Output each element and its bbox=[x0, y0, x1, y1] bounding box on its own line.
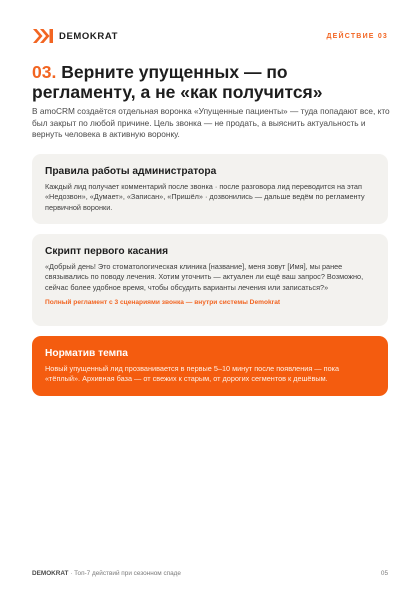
footer-caption bbox=[32, 570, 181, 577]
brand-name: DEMOKRAT bbox=[59, 30, 118, 42]
intro-paragraph: В amoCRM создаётся отдельная воронка «Упущенные пациенты» — туда попадают все, кто был закрыт по любой причине. Цель звонка — не продать, а выяснить актуальность и вернуть человека в активную воронку. bbox=[32, 106, 390, 139]
card-text: Каждый лид получает комментарий после звонка · после разговора лид переводится на этап «Недозвон», «Думает», «Записан», «Пришёл» · дозвонились — дальше ведём по регламенту первичной воронки. bbox=[45, 182, 365, 212]
logo bbox=[32, 28, 118, 44]
card-tempo-standard bbox=[32, 336, 388, 396]
title-text: Верните упущенных — по регламенту, а не «как получится» bbox=[32, 62, 323, 102]
card-text: Новый упущенный лид прозванивается в первые 5–10 минут после появления — пока «тёплый». Архивная база — от свежих к старым, от дорогих сегментов к дешёвым. bbox=[45, 364, 340, 384]
page-footer bbox=[32, 570, 388, 577]
page-title bbox=[32, 62, 390, 102]
page-number: 05 bbox=[380, 570, 388, 577]
footer-brand: DEMOKRAT bbox=[32, 570, 69, 577]
demokrat-logo-icon bbox=[32, 28, 54, 44]
card-note: Полный регламент с 3 сценариями звонка — внутри системы Demokrat bbox=[45, 298, 281, 306]
card-title: Правила работы администратора bbox=[45, 166, 217, 177]
card-admin-rules bbox=[32, 154, 388, 224]
card-title: Скрипт первого касания bbox=[45, 246, 169, 257]
title-number: 03. bbox=[32, 62, 57, 82]
card-text: «Добрый день! Это стоматологическая клиника [название], меня зовут [Имя], мы ранее связывались по поводу лечения. Хотим уточнить — актуален ли ещё ваш запрос? Возможно, сейчас более удобное время, чтобы обсудить варианты лечения или записаться?» bbox=[45, 262, 364, 292]
card-title: Норматив темпа bbox=[45, 348, 128, 359]
action-label: ДЕЙСТВИЕ 03 bbox=[326, 32, 388, 40]
footer-caption-text: · Топ-7 действий при сезонном спаде bbox=[70, 570, 181, 577]
page-header bbox=[32, 26, 388, 46]
card-first-contact-script bbox=[32, 234, 388, 326]
